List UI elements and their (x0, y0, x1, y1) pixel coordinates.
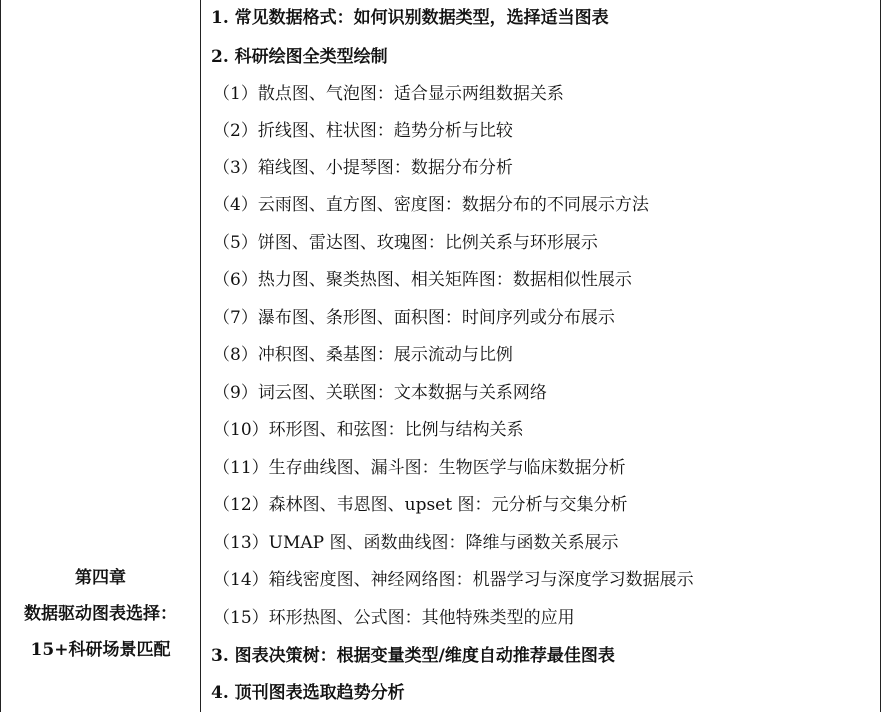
list-item: （7）瀑布图、条形图、面积图：时间序列或分布展示 (213, 308, 615, 328)
section-heading: 2. 科研绘图全类型绘制 (211, 47, 388, 67)
list-item: （5）饼图、雷达图、玫瑰图：比例关系与环形展示 (213, 233, 598, 253)
list-item: （15）环形热图、公式图：其他特殊类型的应用 (213, 608, 575, 628)
list-item: （14）箱线密度图、神经网络图：机器学习与深度学习数据展示 (213, 570, 694, 590)
list-item: （12）森林图、韦恩图、upset 图：元分析与交集分析 (213, 495, 628, 515)
list-item: （2）折线图、柱状图：趋势分析与比较 (213, 121, 513, 141)
list-item: （6）热力图、聚类热图、相关矩阵图：数据相似性展示 (213, 270, 632, 290)
list-item: （13）UMAP 图、函数曲线图：降维与函数关系展示 (213, 533, 619, 553)
chapter-subheading: 15+科研场景匹配 (30, 640, 171, 660)
section-heading: 1. 常见数据格式：如何识别数据类型，选择适当图表 (211, 8, 609, 28)
chapter-heading: 数据驱动图表选择： (24, 604, 177, 624)
chapter-cell (1, 0, 201, 712)
list-item: （8）冲积图、桑基图：展示流动与比例 (213, 345, 513, 365)
section-heading: 4. 顶刊图表选取趋势分析 (211, 683, 405, 703)
list-item: （9）词云图、关联图：文本数据与关系网络 (213, 383, 547, 403)
chapter-title (1, 560, 200, 668)
list-item: （4）云雨图、直方图、密度图：数据分布的不同展示方法 (213, 195, 649, 215)
content-cell (201, 0, 880, 712)
list-item: （11）生存曲线图、漏斗图：生物医学与临床数据分析 (213, 458, 626, 478)
section-heading: 3. 图表决策树：根据变量类型/维度自动推荐最佳图表 (211, 646, 615, 666)
list-item: （1）散点图、气泡图：适合显示两组数据关系 (213, 84, 564, 104)
list-item: （3）箱线图、小提琴图：数据分布分析 (213, 158, 513, 178)
chapter-number: 第四章 (75, 568, 126, 588)
list-item: （10）环形图、和弦图：比例与结构关系 (213, 420, 524, 440)
